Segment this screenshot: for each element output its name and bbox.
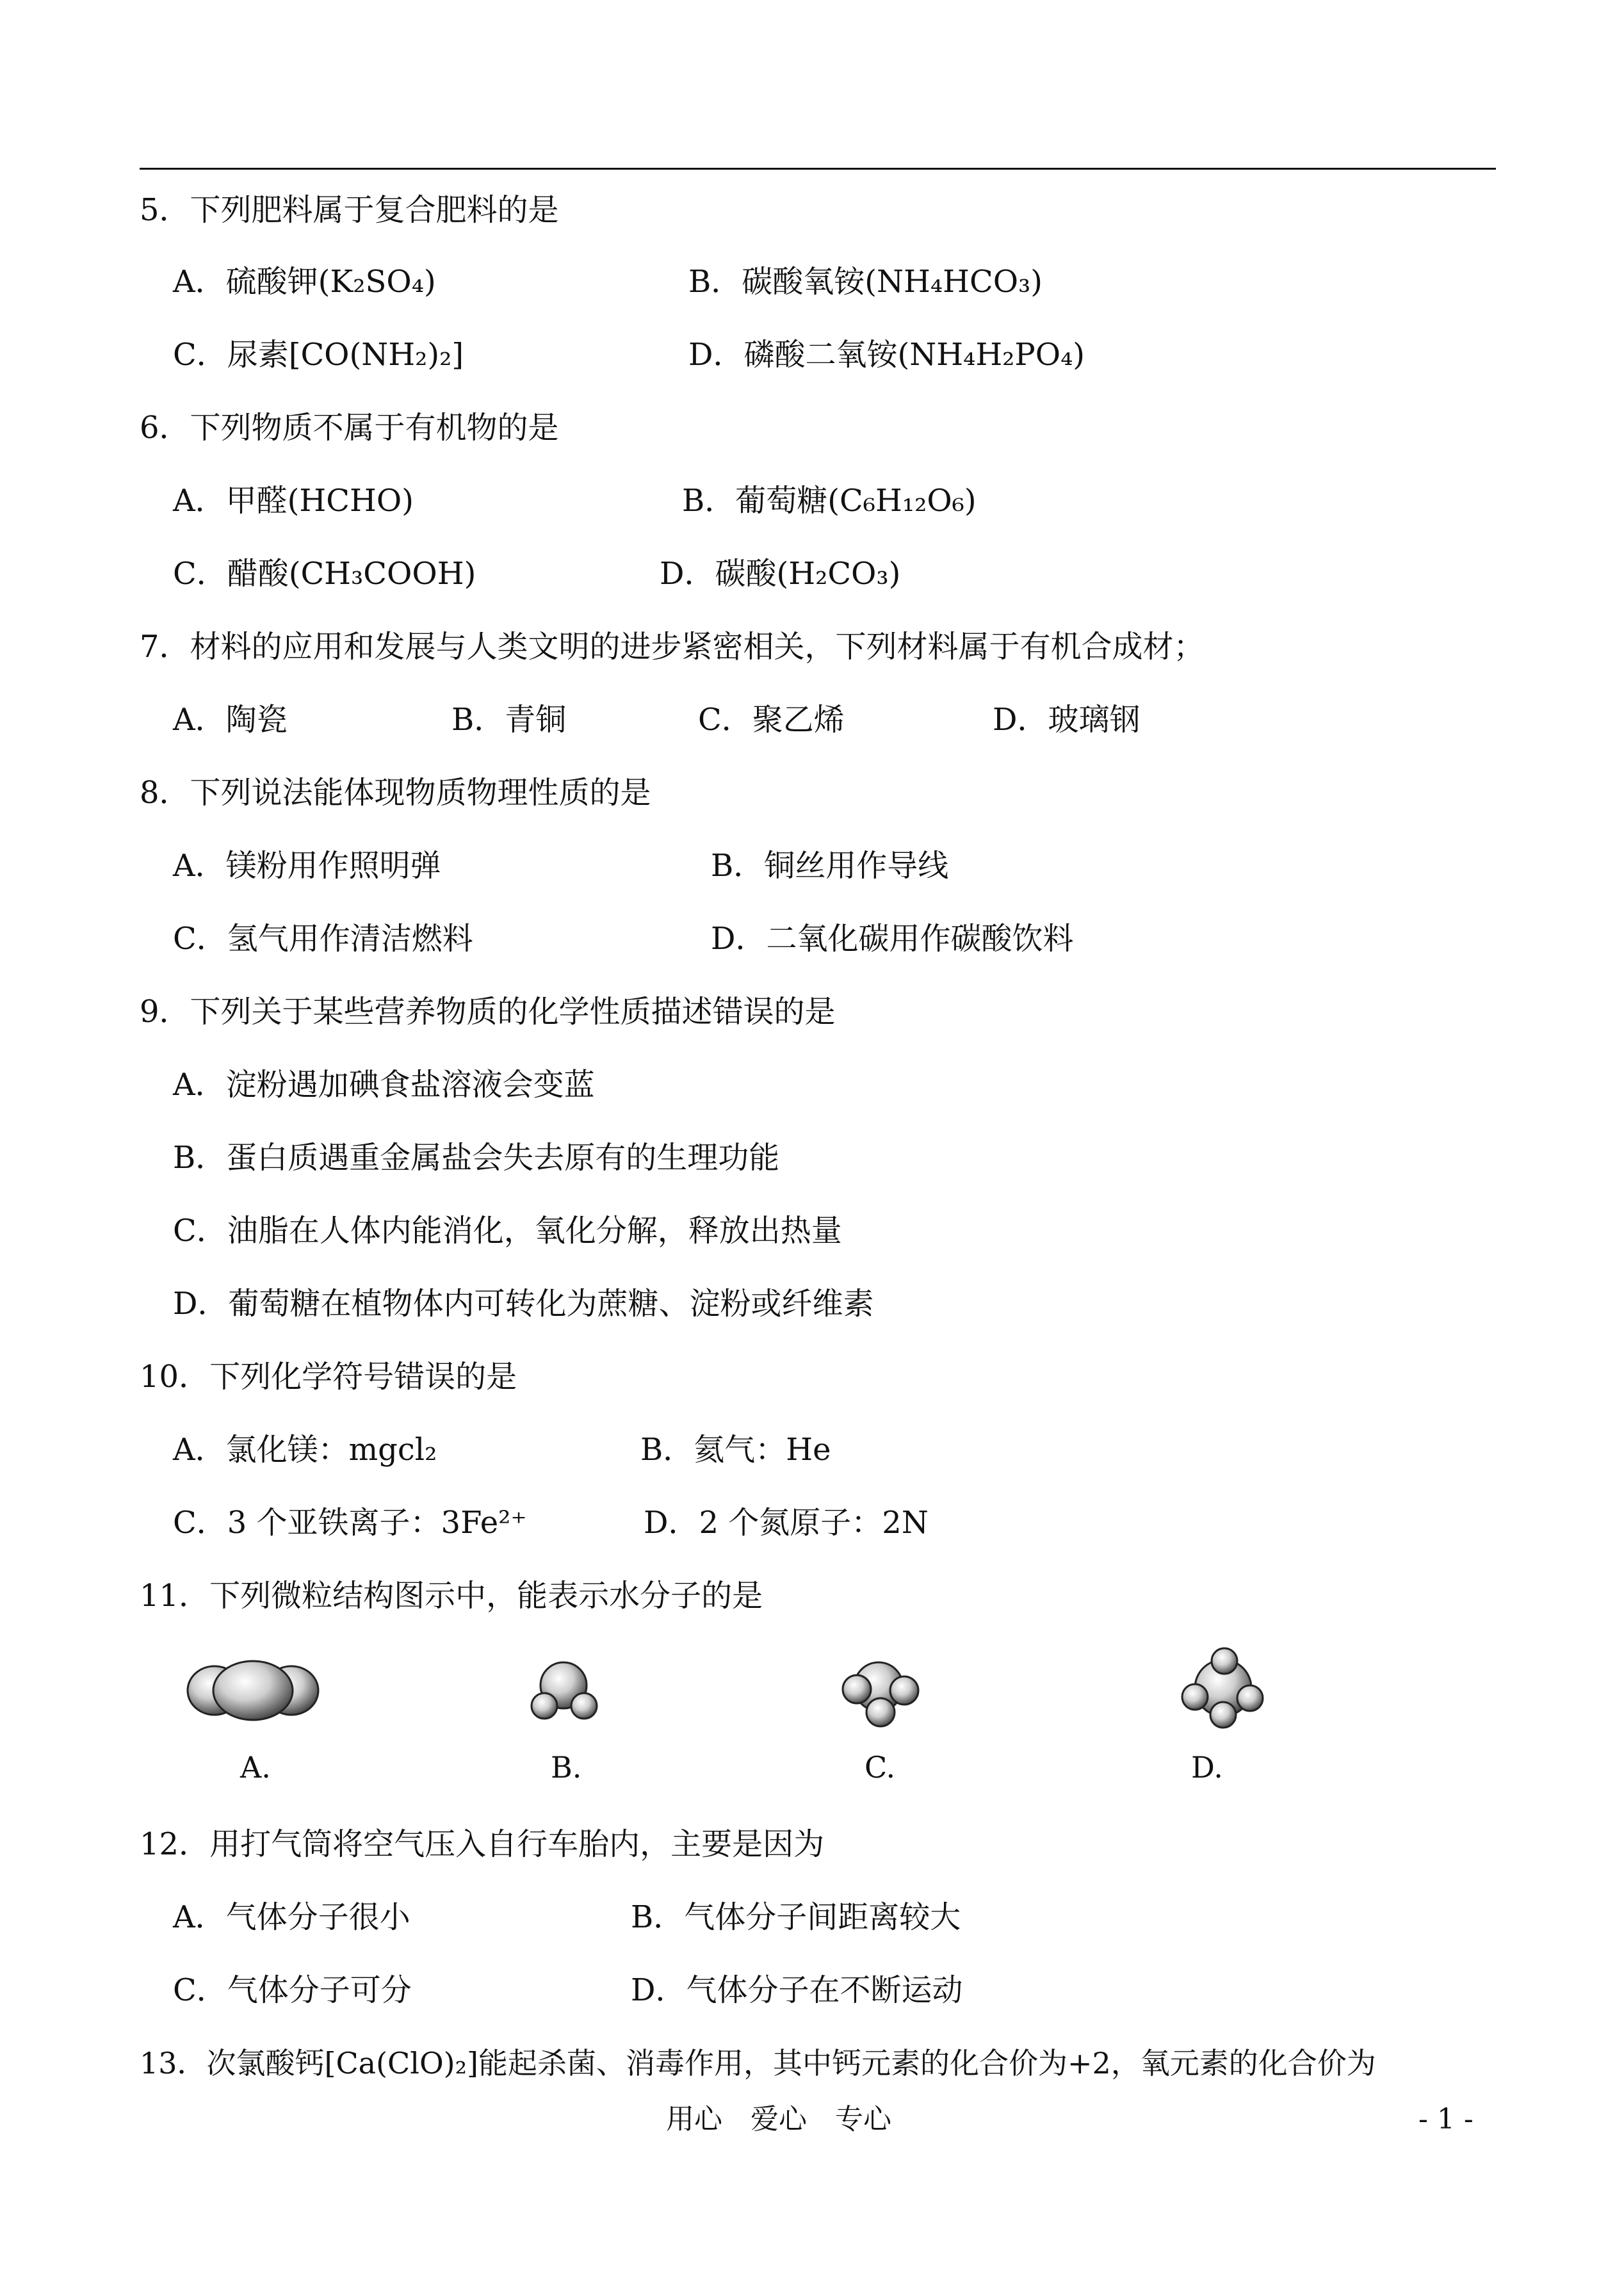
q6-option-d: D．碳酸(H₂CO₃): [660, 556, 901, 592]
q7-option-d: D．玻璃钢: [993, 702, 1141, 738]
q11-stem: 11．下列微粒结构图示中，能表示水分子的是: [140, 1578, 763, 1614]
footer-motto: 用心 爱心 专心: [666, 2103, 891, 2136]
q12-option-a: A．气体分子很小: [173, 1899, 410, 1935]
q9-option-d: D．葡萄糖在植物体内可转化为蔗糖、淀粉或纤维素: [173, 1286, 874, 1322]
q5-stem: 5．下列肥料属于复合肥料的是: [140, 192, 559, 228]
q11-option-b: B.: [551, 1750, 582, 1785]
q12-option-d: D．气体分子在不断运动: [631, 1972, 963, 2008]
q7-stem: 7．材料的应用和发展与人类文明的进步紧密相关，下列材料属于有机合成材；: [140, 629, 1205, 665]
q8-option-d: D．二氧化碳用作碳酸饮料: [711, 921, 1074, 957]
q5-option-b: B．碳酸氧铵(NH₄HCO₃): [688, 264, 1043, 300]
q8-option-b: B．铜丝用作导线: [711, 848, 949, 884]
molecule-diagrams: [0, 1646, 1624, 1735]
q7-option-a: A．陶瓷: [173, 702, 288, 738]
q9-option-c: C．油脂在人体内能消化，氧化分解，释放出热量: [173, 1213, 842, 1249]
q10-option-c: C．3 个亚铁离子：3Fe²⁺: [173, 1505, 527, 1541]
molecule-a-image: [188, 1661, 318, 1720]
q13-stem: 13．次氯酸钙[Ca(ClO)₂]能起杀菌、消毒作用，其中钙元素的化合价为+2，氧元素的化合价为: [140, 2046, 1376, 2080]
q5-option-a: A．硫酸钾(K₂SO₄): [173, 264, 436, 300]
q7-option-c: C．聚乙烯: [698, 702, 845, 738]
q9-stem: 9．下列关于某些营养物质的化学性质描述错误的是: [140, 994, 836, 1030]
q12-option-c: C．气体分子可分: [173, 1972, 412, 2008]
q6-option-a: A．甲醛(HCHO): [173, 483, 414, 519]
q10-option-a: A．氯化镁：mgcl₂: [173, 1432, 437, 1468]
molecule-c-image: [843, 1662, 918, 1726]
page-number: - 1 -: [1418, 2103, 1474, 2136]
q10-option-b: B．氦气：He: [640, 1432, 831, 1468]
q5-option-c: C．尿素[CO(NH₂)₂]: [173, 337, 464, 373]
molecule-d-image: [1182, 1648, 1263, 1728]
q8-option-a: A．镁粉用作照明弹: [173, 848, 441, 884]
q8-option-c: C．氢气用作清洁燃料: [173, 921, 473, 957]
q5-option-d: D．磷酸二氧铵(NH₄H₂PO₄): [688, 337, 1085, 373]
q12-option-b: B．气体分子间距离较大: [631, 1899, 961, 1935]
q10-stem: 10．下列化学符号错误的是: [140, 1359, 517, 1395]
header-rule: [140, 168, 1496, 170]
q6-option-c: C．醋酸(CH₃COOH): [173, 556, 476, 592]
q12-stem: 12．用打气筒将空气压入自行车胎内，主要是因为: [140, 1826, 825, 1862]
q11-option-c: C.: [865, 1750, 896, 1785]
q9-option-a: A．淀粉遇加碘食盐溶液会变蓝: [173, 1067, 595, 1103]
q6-stem: 6．下列物质不属于有机物的是: [140, 410, 559, 446]
q7-option-b: B．青铜: [451, 702, 567, 738]
q8-stem: 8．下列说法能体现物质物理性质的是: [140, 775, 651, 811]
q10-option-d: D．2 个氮原子：2N: [644, 1505, 929, 1541]
q11-option-a: A.: [240, 1750, 271, 1785]
q9-option-b: B．蛋白质遇重金属盐会失去原有的生理功能: [173, 1140, 780, 1176]
molecule-b-image: [532, 1662, 597, 1719]
q11-option-d: D.: [1191, 1750, 1223, 1785]
q6-option-b: B．葡萄糖(C₆H₁₂O₆): [682, 483, 977, 519]
